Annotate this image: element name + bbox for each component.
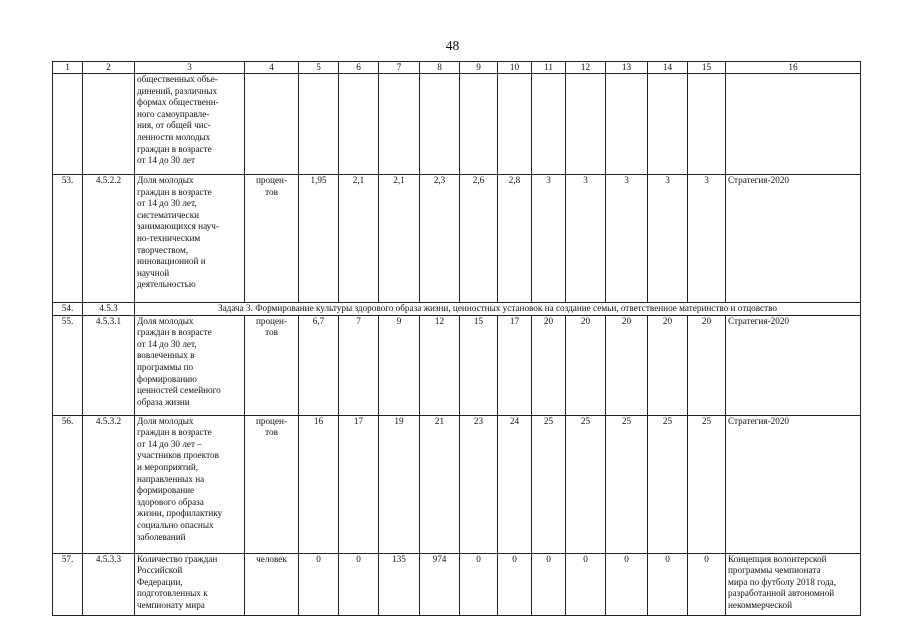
value-cell: 0 bbox=[648, 553, 688, 615]
text-line: Стратегия-2020 bbox=[728, 315, 790, 326]
value-cell: 9 bbox=[379, 315, 420, 415]
text-line: вовлеченных в bbox=[137, 350, 195, 361]
text-line: Федерации, bbox=[137, 576, 183, 587]
text-line: Доля молодых bbox=[137, 415, 194, 426]
value-cell bbox=[606, 74, 648, 175]
indicator-code bbox=[83, 74, 135, 175]
text-line: направленных на bbox=[137, 473, 205, 484]
table-row bbox=[53, 315, 861, 415]
value-cell: 0 bbox=[460, 553, 498, 615]
text-line: ценностей семейного bbox=[137, 385, 221, 396]
value-cell: 12 bbox=[420, 315, 460, 415]
text-line: граждан в возрасте bbox=[137, 427, 212, 438]
text-line: программы чемпионата bbox=[728, 565, 821, 576]
value-cell: 20 bbox=[648, 315, 688, 415]
text-line: но-техническим bbox=[137, 232, 201, 243]
value-cell: 25 bbox=[606, 415, 648, 553]
header-row bbox=[53, 62, 861, 74]
column-header: 4 bbox=[245, 62, 299, 74]
column-header: 5 bbox=[299, 62, 339, 74]
value-cell bbox=[566, 74, 606, 175]
text-line: ного самоуправле- bbox=[137, 108, 210, 119]
row-number: 57. bbox=[53, 553, 83, 615]
value-cell bbox=[688, 74, 726, 175]
value-cell: 2,3 bbox=[420, 175, 460, 303]
source-cell bbox=[726, 74, 861, 175]
column-header: 8 bbox=[420, 62, 460, 74]
source-cell bbox=[726, 415, 861, 553]
table-row bbox=[53, 74, 861, 175]
text-line: общественных объе- bbox=[137, 74, 218, 84]
value-cell: 19 bbox=[379, 415, 420, 553]
column-header: 7 bbox=[379, 62, 420, 74]
unit-cell bbox=[245, 74, 299, 175]
value-cell: 21 bbox=[420, 415, 460, 553]
value-cell: 0 bbox=[299, 553, 339, 615]
text-line: программы по bbox=[137, 361, 194, 372]
value-cell: 3 bbox=[606, 175, 648, 303]
value-cell: 20 bbox=[532, 315, 566, 415]
indicators-table bbox=[52, 61, 861, 616]
indicator-code: 4.5.3.1 bbox=[83, 315, 135, 415]
value-cell: 3 bbox=[688, 175, 726, 303]
text-line: заболеваний bbox=[137, 531, 186, 542]
value-cell: 0 bbox=[566, 553, 606, 615]
text-line: научной bbox=[137, 267, 170, 278]
value-cell bbox=[532, 74, 566, 175]
text-line: тов bbox=[265, 427, 278, 438]
value-cell: 15 bbox=[460, 315, 498, 415]
value-cell: 24 bbox=[498, 415, 532, 553]
text-line: разработанной автономной bbox=[728, 588, 835, 599]
text-line: от 14 до 30 лет, bbox=[137, 338, 197, 349]
page-number: 48 bbox=[445, 38, 460, 53]
column-header: 9 bbox=[460, 62, 498, 74]
column-header: 11 bbox=[532, 62, 566, 74]
text-line: некоммерческой bbox=[728, 599, 792, 610]
text-line: от 14 до 30 лет – bbox=[137, 438, 202, 449]
source-cell bbox=[726, 315, 861, 415]
column-header: 12 bbox=[566, 62, 606, 74]
text-line: Стратегия-2020 bbox=[728, 175, 790, 185]
value-cell: 3 bbox=[532, 175, 566, 303]
indicator-code: 4.5.3 bbox=[83, 303, 135, 316]
value-cell: 17 bbox=[339, 415, 379, 553]
indicator-name bbox=[135, 415, 245, 553]
text-line: участников проектов bbox=[137, 450, 219, 461]
text-line: инновационной и bbox=[137, 256, 206, 267]
text-line: подготовленных к bbox=[137, 588, 208, 599]
text-line: формирование bbox=[137, 485, 195, 496]
text-line: образа жизни bbox=[137, 396, 190, 407]
value-cell: 0 bbox=[606, 553, 648, 615]
text-line: граждан в возрасте bbox=[137, 143, 212, 154]
value-cell bbox=[498, 74, 532, 175]
value-cell: 6,7 bbox=[299, 315, 339, 415]
value-cell: 20 bbox=[566, 315, 606, 415]
unit-cell bbox=[245, 553, 299, 615]
task-title: Задача 3. Формирование культуры здорового образа жизни, ценностных установок на создание семьи, ответственное материнство и отцовство bbox=[135, 303, 861, 316]
text-line: и мероприятий, bbox=[137, 461, 199, 472]
text-line: граждан в возрасте bbox=[137, 186, 212, 197]
table-row bbox=[53, 553, 861, 615]
unit-cell bbox=[245, 415, 299, 553]
source-cell bbox=[726, 175, 861, 303]
row-number: 53. bbox=[53, 175, 83, 303]
column-header: 15 bbox=[688, 62, 726, 74]
text-line: систематически bbox=[137, 209, 200, 220]
value-cell: 0 bbox=[339, 553, 379, 615]
value-cell: 2,6 bbox=[460, 175, 498, 303]
text-line: здорового образа bbox=[137, 496, 204, 507]
value-cell bbox=[339, 74, 379, 175]
column-header: 3 bbox=[135, 62, 245, 74]
text-line: Концепция волонтерской bbox=[728, 553, 827, 564]
value-cell: 1,95 bbox=[299, 175, 339, 303]
source-cell bbox=[726, 553, 861, 615]
table-row bbox=[53, 303, 861, 316]
row-number: 55. bbox=[53, 315, 83, 415]
value-cell: 20 bbox=[606, 315, 648, 415]
unit-cell bbox=[245, 175, 299, 303]
text-line: тов bbox=[265, 327, 278, 338]
value-cell: 2,1 bbox=[339, 175, 379, 303]
indicator-name bbox=[135, 553, 245, 615]
value-cell: 0 bbox=[688, 553, 726, 615]
value-cell: 3 bbox=[566, 175, 606, 303]
value-cell: 3 bbox=[648, 175, 688, 303]
value-cell: 0 bbox=[498, 553, 532, 615]
column-header: 1 bbox=[53, 62, 83, 74]
row-number: 56. bbox=[53, 415, 83, 553]
text-line: формированию bbox=[137, 373, 197, 384]
value-cell bbox=[460, 74, 498, 175]
row-number bbox=[53, 74, 83, 175]
value-cell: 0 bbox=[532, 553, 566, 615]
text-line: формах общественн- bbox=[137, 97, 219, 108]
column-header: 2 bbox=[83, 62, 135, 74]
unit-cell bbox=[245, 315, 299, 415]
text-line: Количество граждан bbox=[137, 553, 218, 564]
value-cell: 23 bbox=[460, 415, 498, 553]
indicator-code: 4.5.3.2 bbox=[83, 415, 135, 553]
text-line: процен- bbox=[255, 415, 288, 426]
column-header: 6 bbox=[339, 62, 379, 74]
value-cell bbox=[299, 74, 339, 175]
value-cell: 20 bbox=[688, 315, 726, 415]
indicator-name bbox=[135, 74, 245, 175]
row-number: 54. bbox=[53, 303, 83, 316]
text-line: Стратегия-2020 bbox=[728, 415, 790, 426]
text-line: Доля молодых bbox=[137, 315, 194, 326]
text-line: деятельностью bbox=[137, 279, 196, 290]
text-line: процен- bbox=[255, 175, 288, 185]
text-line: от 14 до 30 лет, bbox=[137, 198, 197, 209]
text-line: жизни, профилактику bbox=[137, 508, 223, 519]
value-cell bbox=[379, 74, 420, 175]
value-cell: 25 bbox=[688, 415, 726, 553]
table-row bbox=[53, 415, 861, 553]
text-line: занимающихся науч- bbox=[137, 221, 219, 232]
column-header: 16 bbox=[726, 62, 861, 74]
value-cell: 7 bbox=[339, 315, 379, 415]
value-cell bbox=[420, 74, 460, 175]
value-cell: 25 bbox=[566, 415, 606, 553]
indicator-code: 4.5.2.2 bbox=[83, 175, 135, 303]
value-cell: 25 bbox=[648, 415, 688, 553]
text-line: ленности молодых bbox=[137, 131, 211, 142]
text-line: динений, различных bbox=[137, 85, 218, 96]
indicator-name bbox=[135, 315, 245, 415]
column-header: 13 bbox=[606, 62, 648, 74]
value-cell: 135 bbox=[379, 553, 420, 615]
table-row bbox=[53, 175, 861, 303]
value-cell: 16 bbox=[299, 415, 339, 553]
column-header: 14 bbox=[648, 62, 688, 74]
text-line: процен- bbox=[255, 315, 288, 326]
text-line: Доля молодых bbox=[137, 175, 194, 185]
indicator-code: 4.5.3.3 bbox=[83, 553, 135, 615]
text-line: социально опасных bbox=[137, 519, 214, 530]
column-header: 10 bbox=[498, 62, 532, 74]
text-line: чемпионату мира bbox=[137, 599, 205, 610]
text-line: граждан в возрасте bbox=[137, 327, 212, 338]
indicator-name bbox=[135, 175, 245, 303]
text-line: человек bbox=[256, 553, 287, 564]
value-cell: 25 bbox=[532, 415, 566, 553]
value-cell: 2,1 bbox=[379, 175, 420, 303]
text-line: Российской bbox=[137, 565, 183, 576]
text-line: ния, от общей чис- bbox=[137, 120, 211, 131]
text-line: тов bbox=[265, 186, 278, 197]
value-cell: 974 bbox=[420, 553, 460, 615]
text-line: от 14 до 30 лет bbox=[137, 155, 195, 166]
value-cell: 2,8 bbox=[498, 175, 532, 303]
value-cell bbox=[648, 74, 688, 175]
value-cell: 17 bbox=[498, 315, 532, 415]
text-line: мира по футболу 2018 года, bbox=[728, 576, 837, 587]
text-line: творчеством, bbox=[137, 244, 189, 255]
